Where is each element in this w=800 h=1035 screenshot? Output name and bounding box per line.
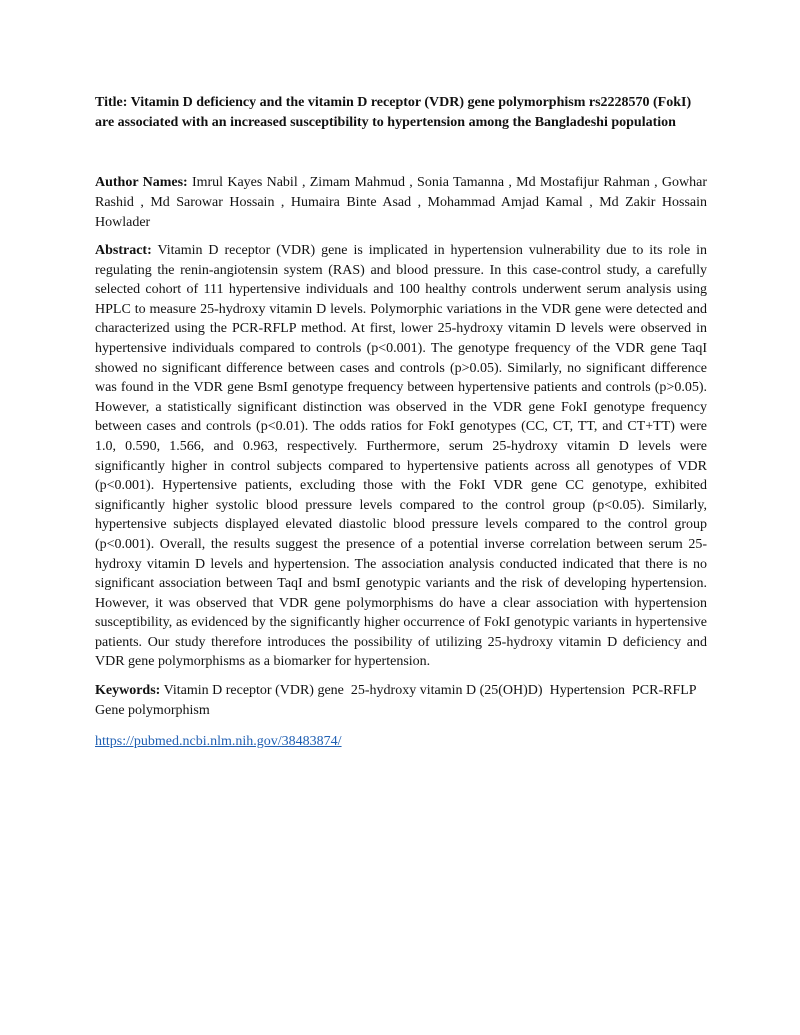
keywords-label: Keywords: <box>95 683 161 699</box>
pubmed-link-row <box>95 732 707 752</box>
keywords <box>95 681 707 721</box>
title-text: Vitamin D deficiency and the vitamin D receptor (VDR) gene polymorphism rs2228570 (FokI) are associated with an increased susceptibility to hypertension among the Bangladeshi population <box>95 95 692 130</box>
abstract-label: Abstract: <box>95 243 152 258</box>
paper-title <box>95 93 707 133</box>
pubmed-link[interactable]: https://pubmed.ncbi.nlm.nih.gov/38483874/ <box>95 734 342 750</box>
author-list <box>95 173 707 233</box>
title-label: Title: <box>95 95 128 110</box>
authors-label: Author Names: <box>95 175 188 190</box>
keywords-text: Vitamin D receptor (VDR) gene 25-hydroxy vitamin D (25(OH)D) Hypertension PCR-RFLP Gene polymorphism <box>95 683 704 719</box>
paper-page <box>95 93 707 752</box>
abstract <box>95 241 707 672</box>
authors-text: Imrul Kayes Nabil , Zimam Mahmud , Sonia Tamanna , Md Mostafijur Rahman , Gowhar Rashid , Md Sarowar Hossain , Humaira Binte Asad , Mohammad Amjad Kamal , Md Zakir Hossain Howlader <box>95 175 708 230</box>
abstract-text: Vitamin D receptor (VDR) gene is implicated in hypertension vulnerability due to its role in regulating the renin-angiotensin system (RAS) and blood pressure. In this case-control study, a carefully selected cohort of 111 hypertensive individuals and 100 healthy controls underwent serum analysis using HPLC to measure 25-hydroxy vitamin D levels. Polymorphic variations in the VDR gene were detected and characterized using the PCR-RFLP method. At first, lower 25-hydroxy vitamin D levels were observed in hypertensive individuals compared to controls (p<0.001). The genotype frequency of the VDR gene TaqI showed no significant difference between cases and controls (p>0.05). Similarly, no significant difference was found in the VDR gene BsmI genotype frequency between hypertensive patients and controls (p>0.05). However, a statistically significant distinction was observed in the VDR gene FokI genotype frequency between cases and controls (p<0.01). The odds ratios for FokI genotypes (CC, CT, TT, and CT+TT) were 1.0, 0.590, 1.566, and 0.963, respectively. Furthermore, serum 25-hydroxy vitamin D levels were significantly higher in control subjects compared to hypertensive patients across all genotypes of VDR (p<0.001). Hypertensive patients, excluding those with the FokI VDR gene CC genotype, exhibited significantly higher systolic blood pressure levels compared to the control group (p<0.05). Similarly, hypertensive subjects displayed elevated diastolic blood pressure levels compared to the control group (p<0.001). Overall, the results suggest the presence of a potential inverse correlation between serum 25-hydroxy vitamin D levels and hypertension. The association analysis conducted indicated that there is no significant association between TaqI and bsmI genotypic variants and the risk of developing hypertension. However, it was observed that VDR gene polymorphisms do have a clear association with hypertension susceptibility, as evidenced by the significantly higher occurrence of FokI genotypic variants in hypertensive patients. Our study therefore introduces the possibility of utilizing 25-hydroxy vitamin D deficiency and VDR gene polymorphisms as a biomarker for hypertension. <box>95 243 707 670</box>
